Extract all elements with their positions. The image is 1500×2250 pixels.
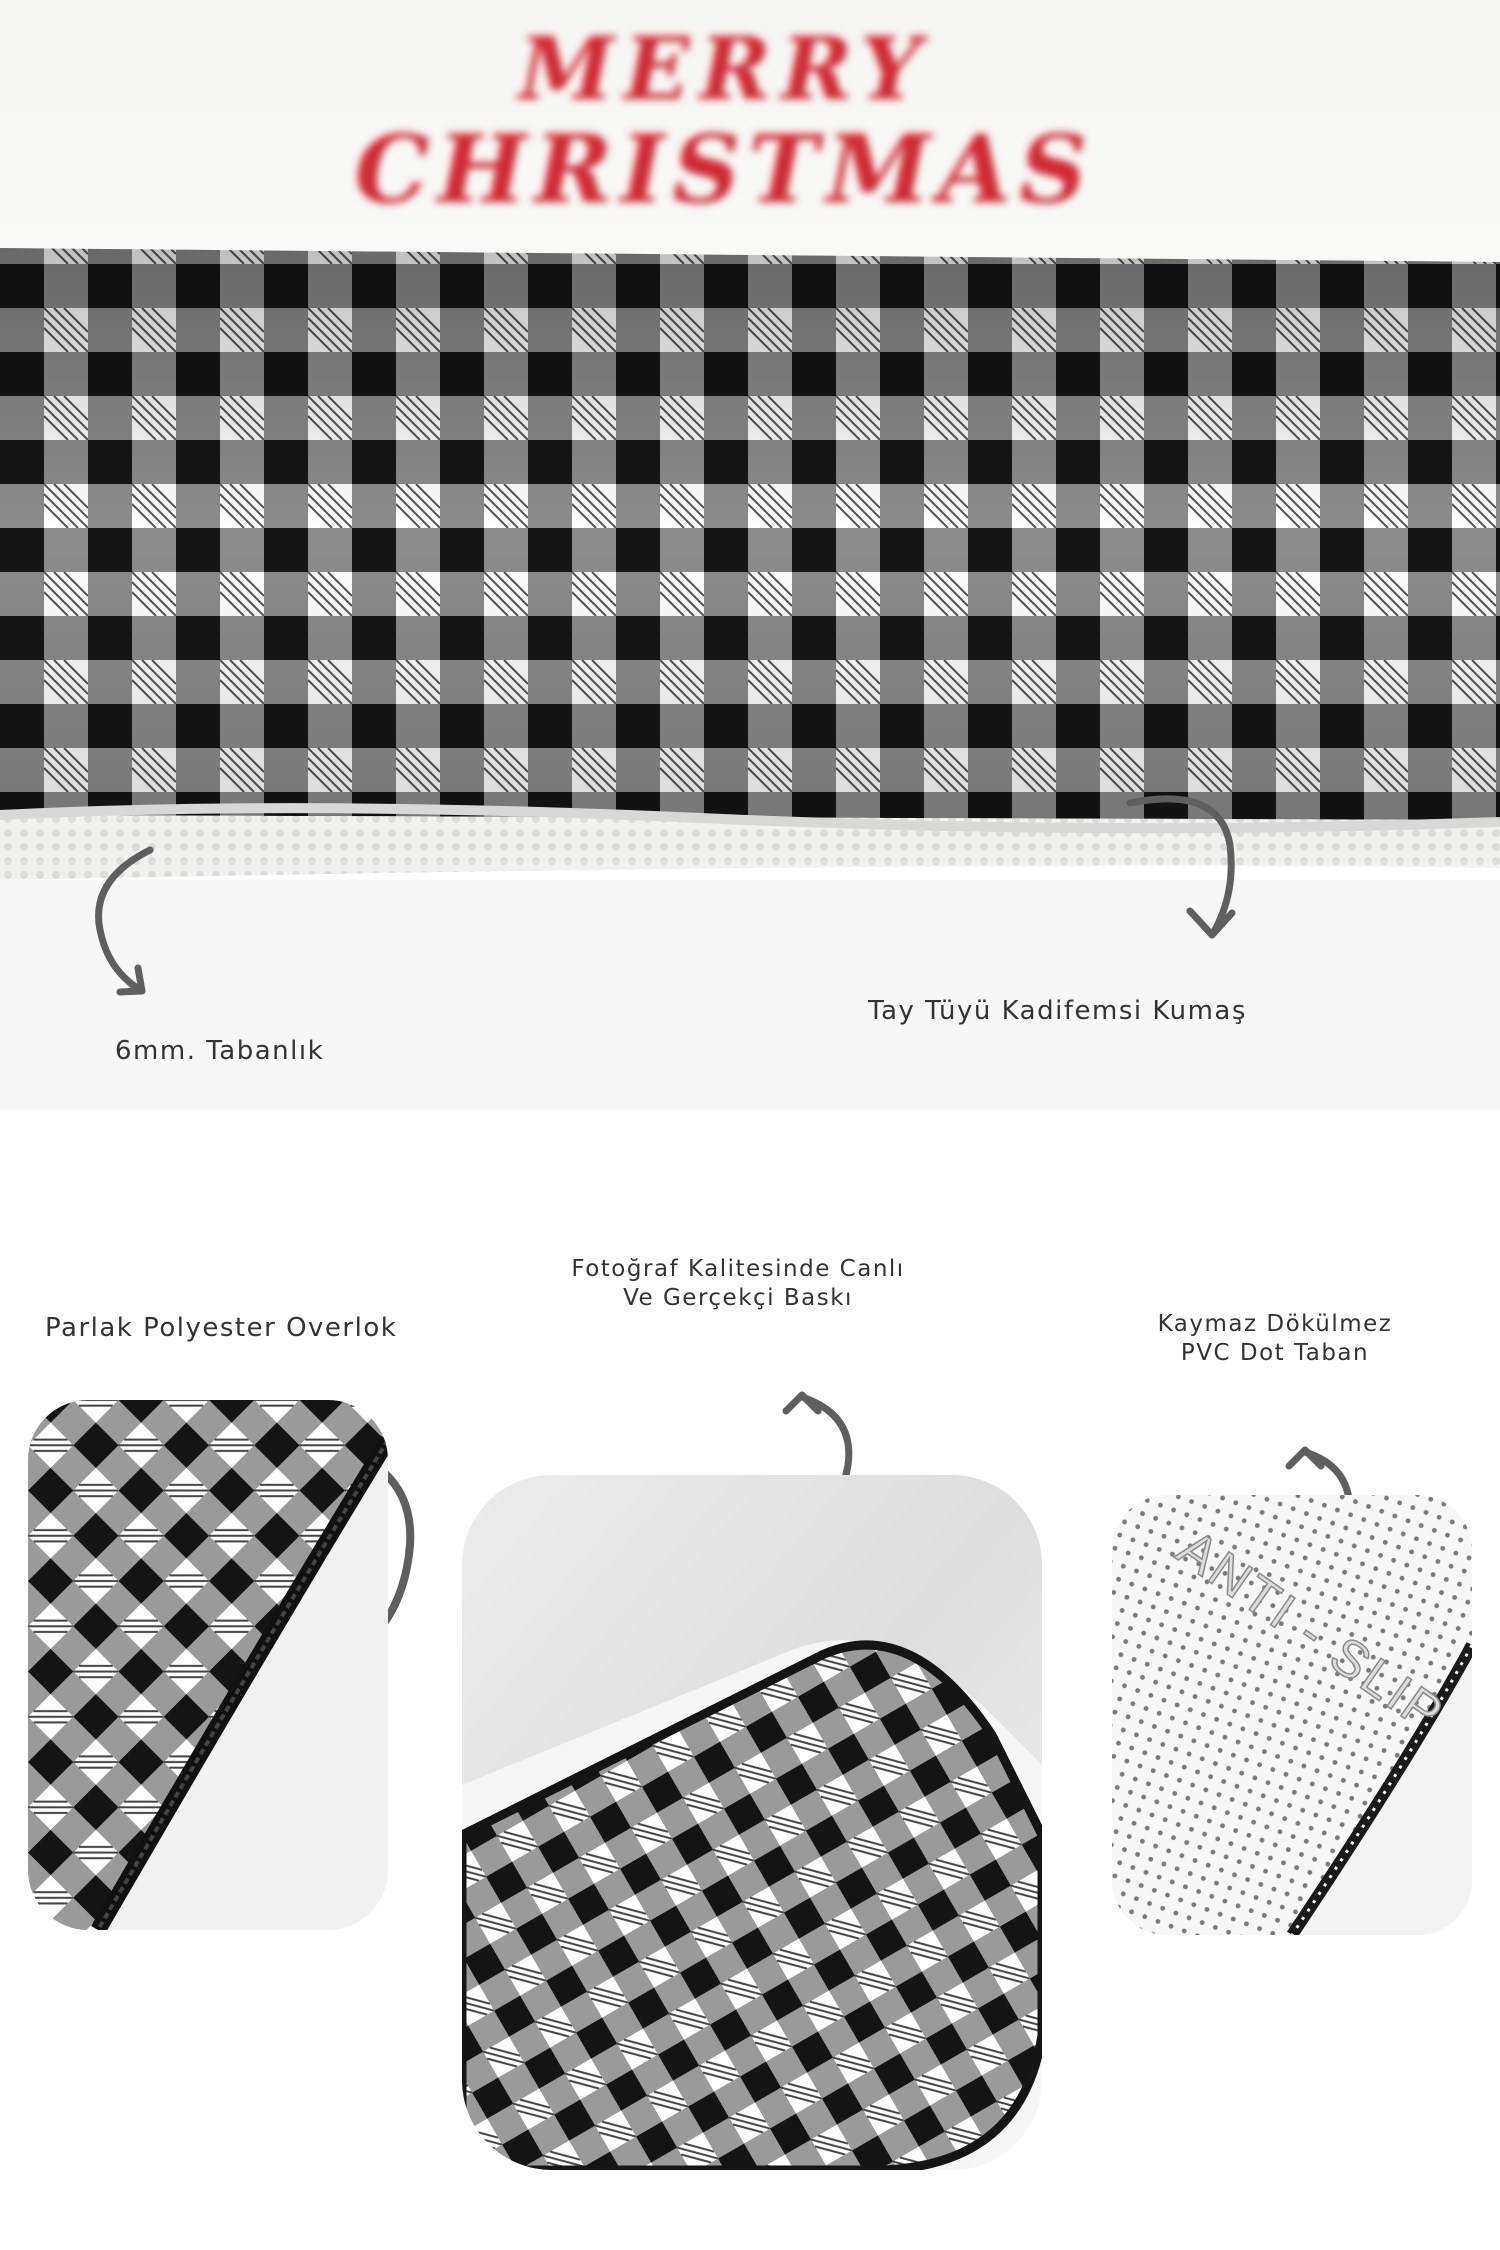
caption-anti-slip: Kaymaz Dökülmez PVC Dot Taban xyxy=(1157,1311,1393,1366)
print-quality-card xyxy=(462,1475,1042,2170)
caption-velvet-fabric: Tay Tüyü Kadifemsi Kumaş xyxy=(868,996,1247,1026)
overlock-detail-image xyxy=(28,1400,388,1930)
title-line-2: CHRISTMAS xyxy=(354,115,1096,225)
hero-rug-closeup xyxy=(0,0,1500,1110)
curved-arrow-icon xyxy=(1120,785,1250,945)
anti-slip-card xyxy=(1112,1495,1472,1935)
anti-slip-badge: ANTI - SLIP xyxy=(1167,1519,1455,1745)
overlock-detail-card xyxy=(28,1400,388,1930)
anti-slip-image xyxy=(1112,1495,1472,1935)
caption-base-thickness: 6mm. Tabanlık xyxy=(115,1036,325,1066)
caption-overlock: Parlak Polyester Overlok xyxy=(45,1313,398,1343)
merry-christmas-print xyxy=(170,20,1280,250)
print-quality-image xyxy=(462,1475,1042,2170)
title-line-1: MERRY xyxy=(518,19,932,120)
curved-arrow-icon xyxy=(80,840,170,1000)
caption-print-quality: Fotoğraf Kalitesinde Canlı Ve Gerçekçi Baskı xyxy=(571,1256,905,1311)
